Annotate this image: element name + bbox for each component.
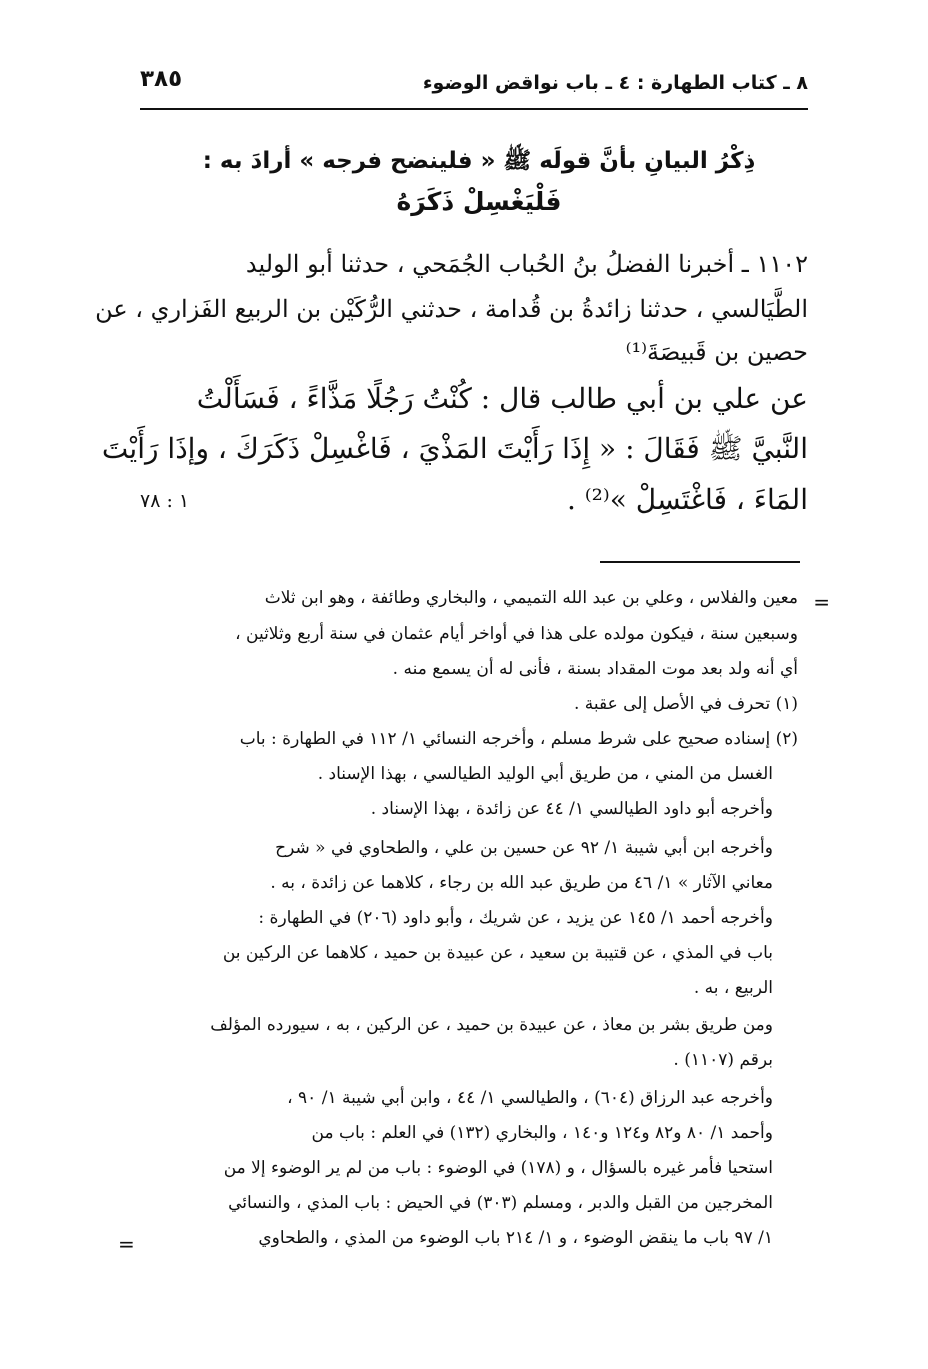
footnote-line: ١/ ٩٧ باب ما ينقض الوضوء ، و ١/ ٢١٤ باب الوضوء من المذي ، والطحاوي [258,1228,773,1248]
page-number: ٣٨٥ [140,66,183,92]
matn-line: عن علي بن أبي طالب قال : كُنْتُ رَجُلًا مَذَّاءً ، فَسَأَلْتُ [196,382,808,415]
footnote-line: وأخرجه ابن أبي شيبة ١/ ٩٢ عن حسين بن علي ، والطحاوي في « شرح [275,838,773,858]
isnad-line: ١١٠٢ ـ أخبرنا الفضلُ بنُ الحُباب الجُمَحي ، حدثنا أبو الوليد [245,250,808,278]
matn-line: النَّبيَّ ﷺ فَقَالَ : « إِذَا رَأَيْتَ المَذْيَ ، فَاغْسِلْ ذَكَرَكَ ، وإذَا رَأَيْتَ [101,432,808,465]
page-header [140,62,808,110]
footnote-line: الربيع ، به . [693,978,773,998]
footnote-line: (١) تحرف في الأصل إلى عقبة . [573,694,798,714]
footnote-line: معاني الآثار » ١/ ٤٦ من طريق عبد الله بن رجاء ، كلاهما عن زائدة ، به . [270,873,773,893]
chapter-heading [150,140,808,222]
matn-line: المَاءَ ، فَاغْتَسِلْ »⁽²⁾ . [566,483,808,516]
footnote-line: الغسل من المني ، من طريق أبي الوليد الطيالسي ، بهذا الإسناد . [317,764,773,784]
reference-marker: ١ : ٧٨ [140,490,190,512]
footnote-line: وأخرجه أحمد ١/ ١٤٥ عن يزيد ، عن شريك ، وأبو داود (٢٠٦) في الطهارة : [258,908,773,928]
isnad-line: الطَّيَالسي ، حدثنا زائدةُ بن قُدامة ، حدثني الرُّكَيْن بن الربيع الفَزاري ، عن [95,295,808,323]
footnote-line: وأخرجه عبد الرزاق (٦٠٤) ، والطيالسي ١/ ٤٤ ، وابن أبي شيبة ١/ ٩٠ ، [287,1088,773,1108]
footnote-line: ومن طريق بشر بن معاذ ، عن عبيدة بن حميد ، عن الركين ، به ، سيورده المؤلف [210,1015,773,1035]
footnote-line: استحيا فأمر غيره بالسؤال ، و (١٧٨) في الوضوء : باب من لم ير الوضوء إلا من [223,1158,773,1178]
continuation-mark: = [118,1232,135,1256]
footnote-line: وأخرجه أبو داود الطيالسي ١/ ٤٤ عن زائدة ، بهذا الإسناد . [370,799,773,819]
heading-line: فَلْيَغْسِلْ ذَكَرَهُ [396,187,562,216]
continuation-mark: = [813,590,830,614]
heading-line: ذِكْرُ البيانِ بأنَّ قولَه ﷺ « فلينضح فرجه » أرادَ به : [202,148,756,174]
footnote-line: باب في المذي ، عن قتيبة بن سعيد ، عن عبيدة بن حميد ، كلاهما عن الركين بن [222,943,773,963]
footnote-line: وسبعين سنة ، فيكون مولده على هذا في أواخر أيام عثمان في سنة أربع وثلاثين ، [235,624,798,644]
isnad-line: حصين بن قَبيصَةَ⁽¹⁾ [625,338,808,366]
footnote-line: أي أنه ولد بعد موت المقداد بسنة ، فأنى له أن يسمع منه . [392,659,798,679]
footnote-line: وأحمد ١/ ٨٠ و٨٢ و١٢٤ و١٤٠ ، والبخاري (١٣٢) في العلم : باب من [311,1123,773,1143]
running-head: ٨ ـ كتاب الطهارة : ٤ ـ باب نواقض الوضوء [422,72,808,94]
footnote-line: برقم (١١٠٧) . [673,1050,773,1070]
footnote-divider [600,561,800,563]
footnote-line: (٢) إسناده صحيح على شرط مسلم ، وأخرجه النسائي ١/ ١١٢ في الطهارة : باب [239,729,798,749]
footnote-line: معين والفلاس ، وعلي بن عبد الله التميمي ، والبخاري وطائفة ، وهو ابن ثلاث [264,588,798,608]
footnote-line: المخرجين من القبل والدبر ، ومسلم (٣٠٣) في الحيض : باب المذي ، والنسائي [228,1193,773,1213]
